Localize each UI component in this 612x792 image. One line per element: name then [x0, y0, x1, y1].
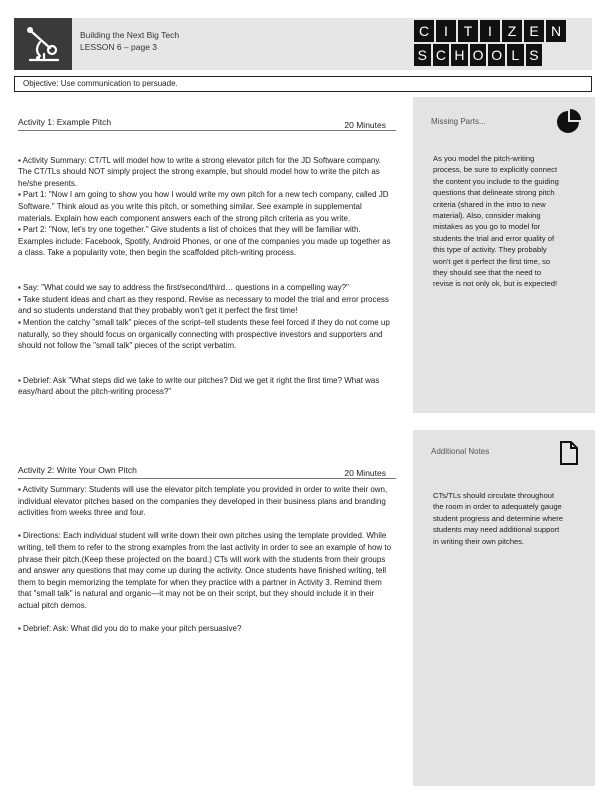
activity2-paragraph: ▪ Debrief: Ask: What did you do to make your pitch persuasive?	[18, 624, 242, 634]
course-title: Building the Next Big Tech	[80, 30, 180, 40]
activity1-body	[18, 143, 396, 421]
additional-notes-sidebar	[413, 430, 595, 786]
activity1-paragraph: ▪ Activity Summary: CT/TL will model how to write a strong elevator pitch for the JD Software company. The CT/TLs should NOT simply project the strong example, but should model how to write the pitch as he/she presents. ▪ Part 1: "Now I am going to show you how I would write my own pitch for a new tech company, called JD Software." Think aloud as you write this pitch, or something similar. See example in supplemental materials. Explain how each component answers each of the strong pitch criteria as you write. ▪ Part 2: "Now, let's try one together." Give students a list of choices that they will be familiar with. Examples include: Facebook, Spotify, Android Phones, or one of the companies you made up together as a class. Take a popularity vote, then begin the scaffolded pitch-writing process.	[18, 155, 391, 258]
sidebar1-title: Missing Parts...	[431, 117, 486, 126]
activity1-title: Activity 1: Example Pitch	[18, 117, 112, 127]
logo-letter: E	[524, 20, 544, 42]
document-icon	[559, 440, 579, 466]
activity1-paragraph: ▪ Debrief: Ask "What steps did we take to write our pitches? Did we get it right the first time? What was easy/hard about the pitch-writing process?"	[18, 375, 380, 397]
activity1-header	[18, 117, 396, 131]
logo-letter: H	[451, 44, 468, 66]
activity2-minutes: 20 Minutes	[344, 468, 386, 478]
logo-letter: C	[433, 44, 450, 66]
sidebar2-text: CTs/TLs should circulate throughout the room in order to adequately gauge student progress and determine where students may need additional support in writing their own pitches.	[433, 491, 564, 546]
missing-parts-sidebar	[413, 97, 595, 413]
pie-chart-icon	[555, 109, 581, 135]
logo-letter: L	[507, 44, 524, 66]
citizen-schools-logo	[414, 20, 590, 66]
logo-letter: S	[414, 44, 431, 66]
logo-letter: T	[458, 20, 478, 42]
logo-letter: O	[470, 44, 487, 66]
objective-box: Objective: Use communication to persuade.	[14, 76, 592, 92]
logo-letter: C	[414, 20, 434, 42]
header-text	[80, 29, 179, 53]
activity2-body	[18, 484, 396, 646]
activity2-paragraph: ▪ Activity Summary: Students will use the elevator pitch template you provided in order to write their own, individual elevator pitches based on the companies they developed in their business plans and branding activities from weeks three and four.	[18, 485, 388, 518]
sidebar1-text: As you model the pitch-writing process, be sure to explicitly connect the content you include to the guiding questions that delineate strong pitch criteria (shared in the intro to new material). Also, consider making mistakes as you go to model for students the trial and error quality of this type of activity. They probably won't get it perfect the first time, so they should see that the need to revise is not only ok, but is expected!	[433, 154, 559, 289]
lesson-page: LESSON 6 – page 3	[80, 42, 158, 52]
logo-letter: I	[436, 20, 456, 42]
logo-letter: Z	[502, 20, 522, 42]
microscope-icon	[14, 18, 72, 70]
logo-letter: I	[480, 20, 500, 42]
sidebar2-title: Additional Notes	[431, 447, 490, 456]
logo-letter: S	[526, 44, 543, 66]
activity2-paragraph: ▪ Directions: Each individual student will write down their own pitches using the template provided. While writing, tell them to refer to the strong examples from the last activity in order to see an example of how to phrase their pitch.(Keep these projected on the board.) CTs will work with the students from their groups and answer any questions that may come up during the activity. Once students have finished writing, tell them to begin memorizing the template for when they practice with a partner in Activity 3. Remind them that "small talk" is natural and organic—it may not be on their script, but they should include it in their actual pitch demos.	[18, 531, 392, 610]
logo-letter: O	[488, 44, 505, 66]
activity2-header	[18, 465, 396, 479]
activity2-title: Activity 2: Write Your Own Pitch	[18, 465, 137, 475]
activity1-paragraph: ▪ Say: "What could we say to address the first/second/third… questions in a compelling way?" ▪ Take student ideas and chart as they respond. Revise as necessary to model the trial and error process and so students understand that they probably won't get it perfect the first time! ▪ Mention the catchy "small talk" pieces of the script–tell students these feel forced if they do not come up naturally, so they should focus on organically connecting with prospective investors and supporters and should not follow the "small talk" pieces of the script verbatim.	[18, 283, 390, 351]
activity1-minutes: 20 Minutes	[344, 120, 386, 130]
lesson-logo	[14, 18, 72, 70]
logo-letter: N	[546, 20, 566, 42]
